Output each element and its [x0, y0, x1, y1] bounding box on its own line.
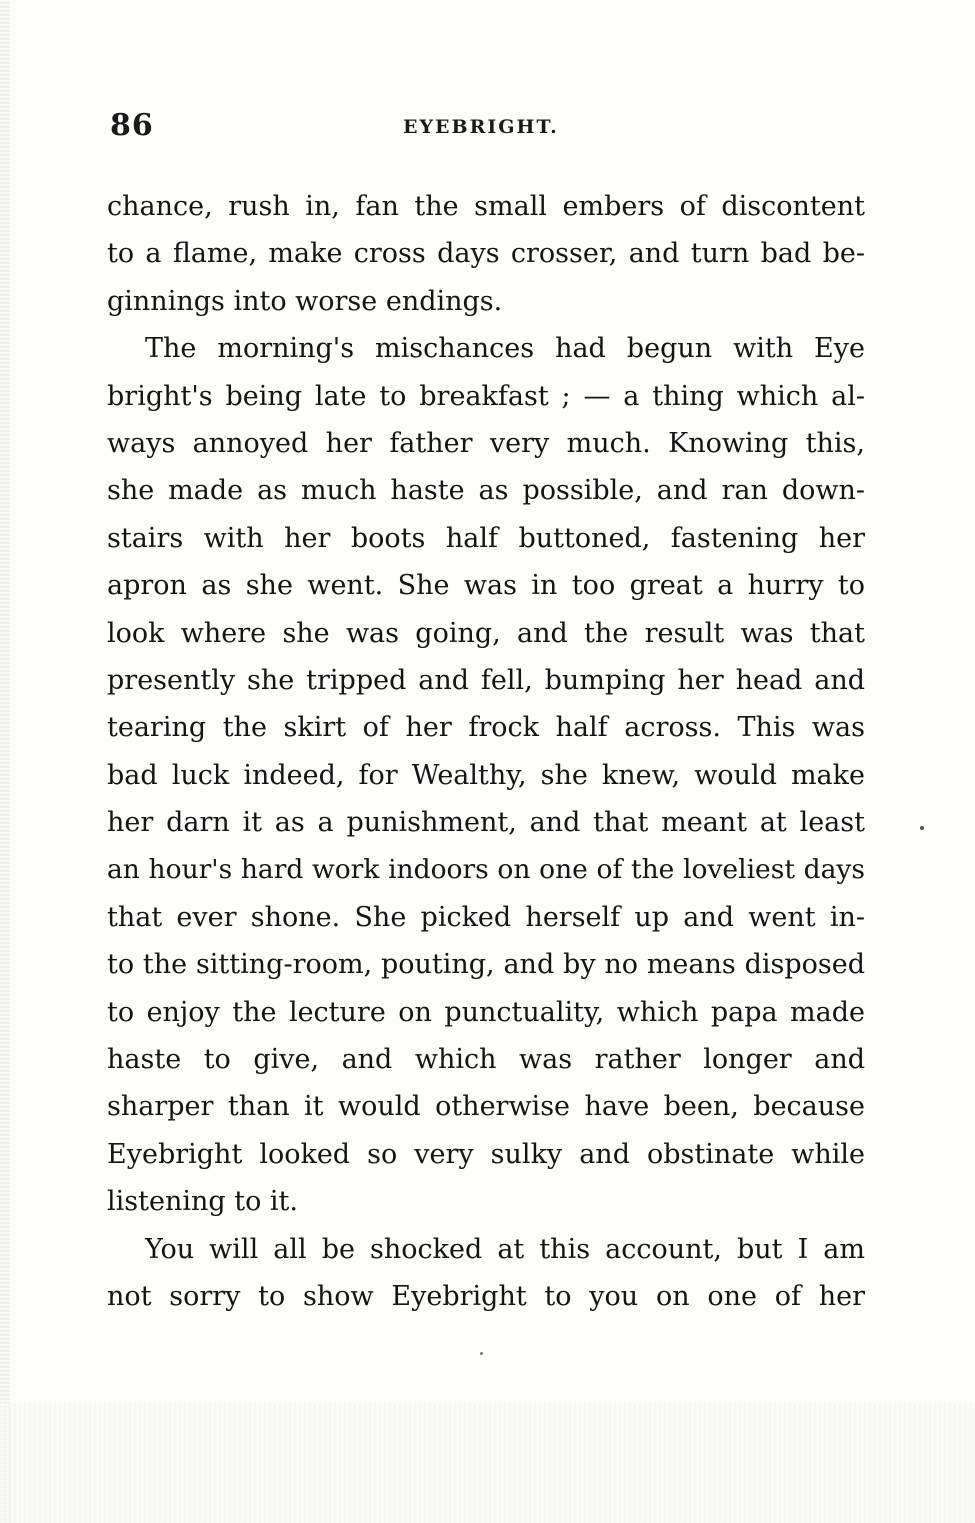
text-line: haste to give, and which was rather longer and [107, 1044, 865, 1076]
text-line: ways annoyed her father very much. Knowing this, [107, 427, 865, 459]
text-line: she made as much haste as possible, and ran down- [107, 475, 865, 507]
text-line: sharper than it would otherwise have been, because [107, 1091, 865, 1123]
text-line: to a flame, make cross days crosser, and turn bad be- [107, 238, 865, 270]
text-line: presently she tripped and fell, bumping her head and [107, 664, 865, 696]
text-line: to the sitting-room, pouting, and by no means disposed [107, 949, 865, 981]
text-line: chance, rush in, fan the small embers of discontent [107, 191, 865, 222]
text-line: her darn it as a punishment, and that meant at least [107, 807, 865, 839]
body-text [107, 183, 865, 1320]
running-title: EYEBRIGHT. [403, 116, 559, 138]
page-number: 86 [110, 108, 154, 143]
text-line: to enjoy the lecture on punctuality, which papa made [107, 996, 865, 1028]
text-line: bright's being late to breakfast ; — a thing which al- [107, 380, 865, 412]
text-line: stairs with her boots half buttoned, fastening her [107, 522, 865, 554]
text-line: Eyebright looked so very sulky and obstinate while [107, 1138, 865, 1170]
text-line: bad luck indeed, for Wealthy, she knew, would make [107, 759, 865, 791]
text-line: The morning's mischances had begun with Eye [145, 333, 865, 365]
text-line: not sorry to show Eyebright to you on one of her [107, 1280, 865, 1312]
text-line: apron as she went. She was in too great a hurry to [107, 570, 865, 602]
margin-speck [920, 826, 924, 830]
text-line: look where she was going, and the result was that [107, 617, 865, 649]
text-line: an hour's hard work indoors on one of the loveliest days [107, 854, 865, 886]
text-line: You will all be shocked at this account, but I am [145, 1233, 865, 1265]
text-line: ginnings into worse endings. [107, 285, 503, 317]
text-line: listening to it. [107, 1186, 298, 1218]
text-line: tearing the skirt of her frock half across. This was [107, 712, 865, 744]
page-header [108, 108, 868, 148]
text-line: that ever shone. She picked herself up and went in- [107, 901, 865, 933]
scanned-page-edge [0, 0, 10, 1523]
scanned-page-bottom-texture [0, 1403, 975, 1523]
paper-speck [480, 1352, 483, 1355]
